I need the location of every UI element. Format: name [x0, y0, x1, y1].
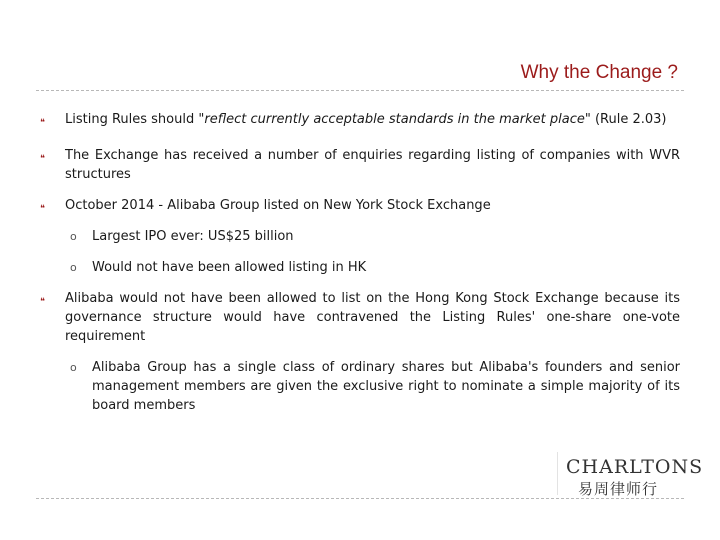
circle-bullet-icon: [70, 358, 77, 377]
bullet-text-quote: "reflect currently acceptable standards in the market place": [198, 112, 591, 127]
circle-bullet-icon: [70, 227, 77, 246]
circle-bullet-icon: [70, 258, 77, 277]
bullet-icon: [40, 291, 52, 305]
charltons-logo: [557, 452, 704, 498]
sub-item-text: Alibaba Group has a single class of ordinary shares but Alibaba's founders and senior management members are given the exclusive right to nominate a simple majority of its board members: [92, 360, 680, 413]
bullet-icon: [40, 148, 52, 162]
header-divider: [36, 90, 684, 91]
sub-item-ipo: [40, 227, 680, 246]
footer-divider: [36, 498, 684, 499]
bullet-icon: [40, 112, 52, 126]
bullet-item-governance: [40, 289, 680, 346]
page-title: Why the Change ?: [520, 62, 678, 83]
bullet-text-pre: Listing Rules should: [65, 112, 199, 127]
bullet-text: October 2014 - Alibaba Group listed on New York Stock Exchange: [65, 198, 491, 213]
bullet-text: Alibaba would not have been allowed to list on the Hong Kong Stock Exchange because its governance structure would have contravened the Listing Rules' one-share one-vote requirement: [65, 291, 680, 344]
sub-item-hk: [40, 258, 680, 277]
bullet-icon: [40, 198, 52, 212]
sub-item-text: Would not have been allowed listing in HK: [92, 260, 367, 275]
bullet-text-post: (Rule 2.03): [590, 112, 667, 127]
bullet-item-alibaba-ny: [40, 196, 680, 215]
sub-item-text: Largest IPO ever: US$25 billion: [92, 229, 294, 244]
sub-item-share-class: [40, 358, 680, 415]
bullet-item-rules: [40, 110, 680, 129]
logo-english: CHARLTONS: [566, 456, 704, 478]
bullet-text: The Exchange has received a number of enquiries regarding listing of companies with WVR structures: [65, 148, 680, 182]
bullet-list: [40, 110, 680, 415]
logo-chinese: 易周律师行: [578, 480, 659, 498]
bullet-item-enquiries: [40, 146, 680, 184]
